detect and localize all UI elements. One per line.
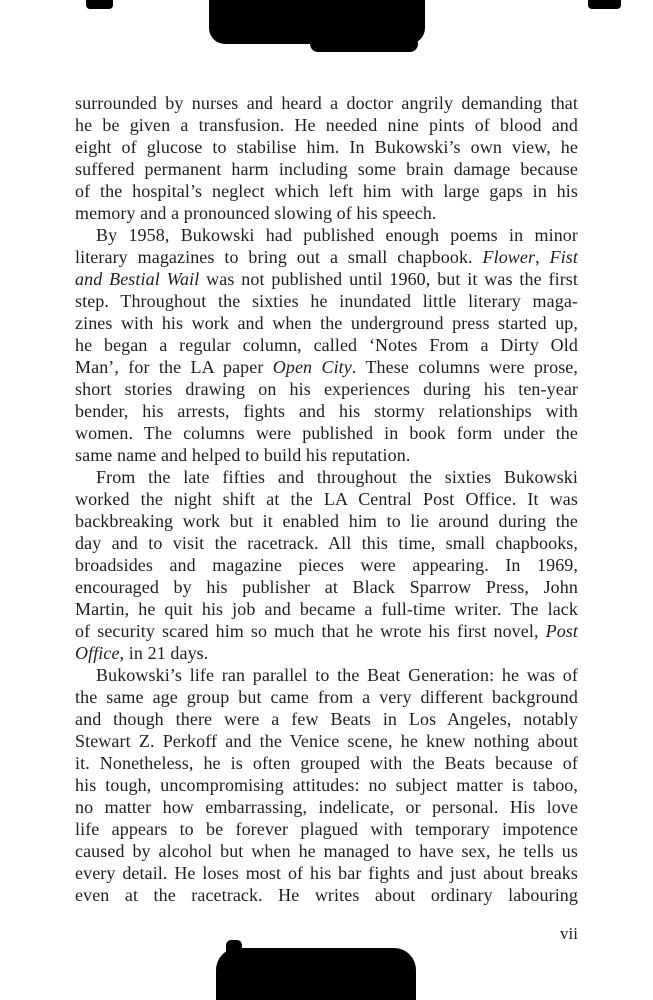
text-line bbox=[75, 642, 578, 664]
italic-text-segment: Open City bbox=[272, 357, 352, 377]
scan-artifact-bottom-center bbox=[216, 948, 416, 1000]
text-segment: worked the night shift at the LA Central Post Office. It was bbox=[75, 489, 578, 509]
text-line bbox=[75, 752, 578, 774]
text-line bbox=[75, 598, 578, 620]
text-line bbox=[75, 290, 578, 312]
text-segment: Bukowski’s life ran parallel to the Beat Generation: he was of bbox=[96, 665, 578, 685]
text-segment: caused by alcohol but when he managed to have sex, he tells us bbox=[75, 841, 578, 861]
text-segment: same name and helped to build his reputation. bbox=[75, 445, 411, 465]
scan-artifact-top-left bbox=[86, 0, 113, 9]
text-line bbox=[75, 400, 578, 422]
text-line bbox=[75, 334, 578, 356]
text-line bbox=[75, 180, 578, 202]
text-segment: , in 21 days. bbox=[119, 643, 209, 663]
text-segment: broadsides and magazine pieces were appearing. In 1969, bbox=[75, 555, 578, 575]
italic-text-segment: Fist bbox=[549, 247, 578, 267]
text-line bbox=[75, 620, 578, 642]
text-line bbox=[75, 422, 578, 444]
italic-text-segment: and Bestial Wail bbox=[75, 269, 200, 289]
text-segment: backbreaking work but it enabled him to lie around during the bbox=[75, 511, 578, 531]
text-line bbox=[75, 774, 578, 796]
italic-text-segment: Flower bbox=[482, 247, 536, 267]
scan-artifact-top-tab bbox=[310, 36, 418, 52]
text-segment: and though there were a few Beats in Los Angeles, notably bbox=[75, 709, 578, 729]
text-segment: Man’, for the LA paper bbox=[75, 357, 273, 377]
text-line bbox=[75, 356, 578, 378]
text-segment: eight of glucose to stabilise him. In Bukowski’s own view, he bbox=[75, 137, 578, 157]
text-segment: every detail. He loses most of his bar fights and just about breaks bbox=[75, 863, 578, 883]
text-segment: his tough, uncompromising attitudes: no subject matter is taboo, bbox=[75, 775, 578, 795]
text-segment: short stories drawing on his experiences during his ten-year bbox=[75, 379, 578, 399]
text-line bbox=[75, 92, 578, 114]
text-segment: bender, his arrests, fights and his stormy relationships with bbox=[75, 401, 578, 421]
text-line bbox=[75, 378, 578, 400]
text-line bbox=[75, 136, 578, 158]
text-segment: zines with his work and when the underground press started up, bbox=[75, 313, 578, 333]
text-segment: memory and a pronounced slowing of his speech. bbox=[75, 203, 437, 223]
text-line bbox=[75, 730, 578, 752]
text-line bbox=[75, 268, 578, 290]
text-line bbox=[75, 686, 578, 708]
text-segment: Stewart Z. Perkoff and the Venice scene, he knew nothing about bbox=[75, 731, 578, 751]
text-segment: it. Nonetheless, he is often grouped with the Beats because of bbox=[75, 753, 578, 773]
text-segment: step. Throughout the sixties he inundated little literary maga- bbox=[75, 291, 578, 311]
text-segment: suffered permanent harm including some brain damage because bbox=[75, 159, 578, 179]
text-line bbox=[75, 158, 578, 180]
text-line bbox=[75, 202, 578, 224]
text-segment: of the hospital’s neglect which left him with large gaps in his bbox=[75, 181, 578, 201]
text-segment: , bbox=[535, 247, 550, 267]
text-segment: Martin, he quit his job and became a full-time writer. The lack bbox=[75, 599, 578, 619]
text-block bbox=[75, 92, 578, 906]
italic-text-segment: Post bbox=[545, 621, 578, 641]
text-segment: was not published until 1960, but it was the first bbox=[199, 269, 579, 289]
text-line bbox=[75, 884, 578, 906]
page-number: vii bbox=[560, 924, 578, 943]
text-segment: By 1958, Bukowski had published enough poems in minor bbox=[96, 225, 578, 245]
scan-artifact-top-right bbox=[588, 0, 621, 9]
text-segment: encouraged by his publisher at Black Sparrow Press, John bbox=[75, 577, 578, 597]
text-segment: the same age group but came from a very different background bbox=[75, 687, 578, 707]
text-line bbox=[75, 796, 578, 818]
text-segment: even at the racetrack. He writes about ordinary labouring bbox=[75, 885, 578, 905]
text-line bbox=[75, 114, 578, 136]
text-segment: life appears to be forever plagued with temporary impotence bbox=[75, 819, 578, 839]
text-segment: he be given a transfusion. He needed nine pints of blood and bbox=[75, 115, 578, 135]
text-segment: . These columns were prose, bbox=[351, 357, 578, 377]
text-line bbox=[75, 444, 578, 466]
text-line bbox=[75, 532, 578, 554]
text-line bbox=[75, 224, 578, 246]
text-segment: day and to visit the racetrack. All this time, small chapbooks, bbox=[75, 533, 578, 553]
text-segment: no matter how embarrassing, indelicate, or personal. His love bbox=[75, 797, 578, 817]
text-line bbox=[75, 510, 578, 532]
text-line bbox=[75, 708, 578, 730]
text-line bbox=[75, 466, 578, 488]
text-segment: literary magazines to bring out a small chapbook. bbox=[75, 247, 483, 267]
text-line bbox=[75, 664, 578, 686]
text-line bbox=[75, 312, 578, 334]
text-segment: surrounded by nurses and heard a doctor angrily demanding that bbox=[75, 93, 578, 113]
text-segment: From the late fifties and throughout the sixties Bukowski bbox=[96, 467, 578, 487]
text-line bbox=[75, 818, 578, 840]
text-segment: women. The columns were published in book form under the bbox=[75, 423, 578, 443]
text-line bbox=[75, 488, 578, 510]
text-line bbox=[75, 576, 578, 598]
text-segment: of security scared him so much that he wrote his first novel, bbox=[75, 621, 546, 641]
text-line bbox=[75, 246, 578, 268]
text-line bbox=[75, 554, 578, 576]
text-segment: he began a regular column, called ‘Notes From a Dirty Old bbox=[75, 335, 578, 355]
text-line bbox=[75, 840, 578, 862]
italic-text-segment: Office bbox=[75, 643, 120, 663]
text-line bbox=[75, 862, 578, 884]
